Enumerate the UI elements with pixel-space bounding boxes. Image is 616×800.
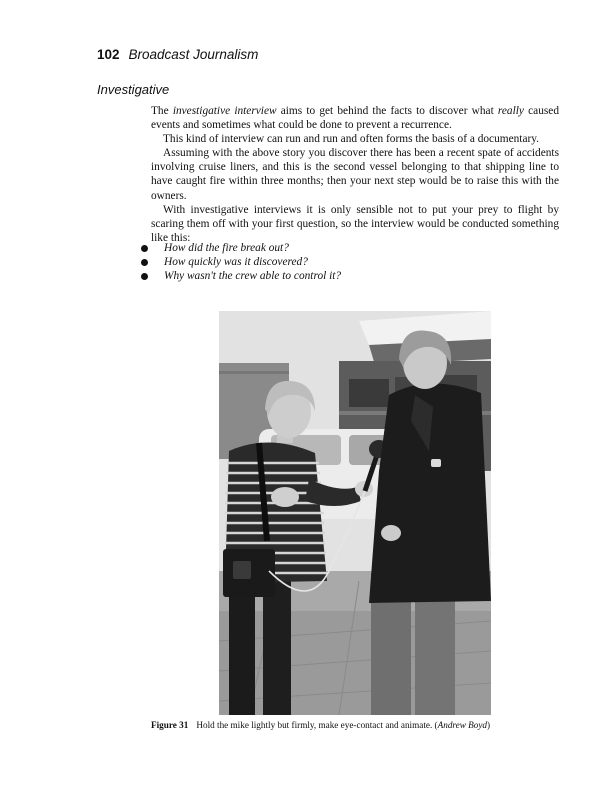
bullet-icon [141,273,148,280]
paragraph-1 [151,104,559,132]
figure-label: Figure 31 [151,720,189,730]
question-text: Why wasn't the crew able to control it? [164,270,342,282]
question-item [139,269,341,283]
paragraph-1-text: aims to get behind the facts to discover what [276,105,498,117]
paragraph-1-text: The [151,105,173,117]
paragraph-2: This kind of interview can run and run and often forms the basis of a documentary. [163,133,540,146]
bullet-icon [141,245,148,252]
paragraph-1-text: caused events and sometimes what could be done to prevent a recurrence. [151,105,559,132]
interview-photo [219,311,491,715]
running-head [97,47,258,62]
question-item [139,255,341,269]
photo-credit: Andrew Boyd [437,720,488,730]
figure-caption [151,720,490,730]
question-item [139,241,341,255]
question-text: How quickly was it discovered? [164,256,308,268]
question-list [139,241,341,283]
body-text [151,104,559,245]
page-number: 102 [97,47,120,62]
question-text: How did the fire break out? [164,242,289,254]
section-heading: Investigative [97,82,170,97]
paragraph-1-emphasis: really [497,105,524,117]
paragraph-4: With investigative interviews it is only sensible not to put your prey to flight by scaring them off with your first question, so the interview would be conducted something like this: [151,203,559,244]
paragraph-3: Assuming with the above story you discover there has been a recent spate of accidents involving cruise liners, and this is the second vessel belonging to that shipping line to have caught fire within three months; then your next step would be to raise this with the owners. [151,147,559,202]
bullet-icon [141,259,148,266]
paragraph-1-emphasis: investigative interview [172,105,277,117]
book-title: Broadcast Journalism [128,47,259,62]
figure-photo [219,311,491,715]
caption-text: Hold the mike lightly but firmly, make eye-contact and animate. ( [196,720,438,730]
caption-end: ) [487,720,491,730]
